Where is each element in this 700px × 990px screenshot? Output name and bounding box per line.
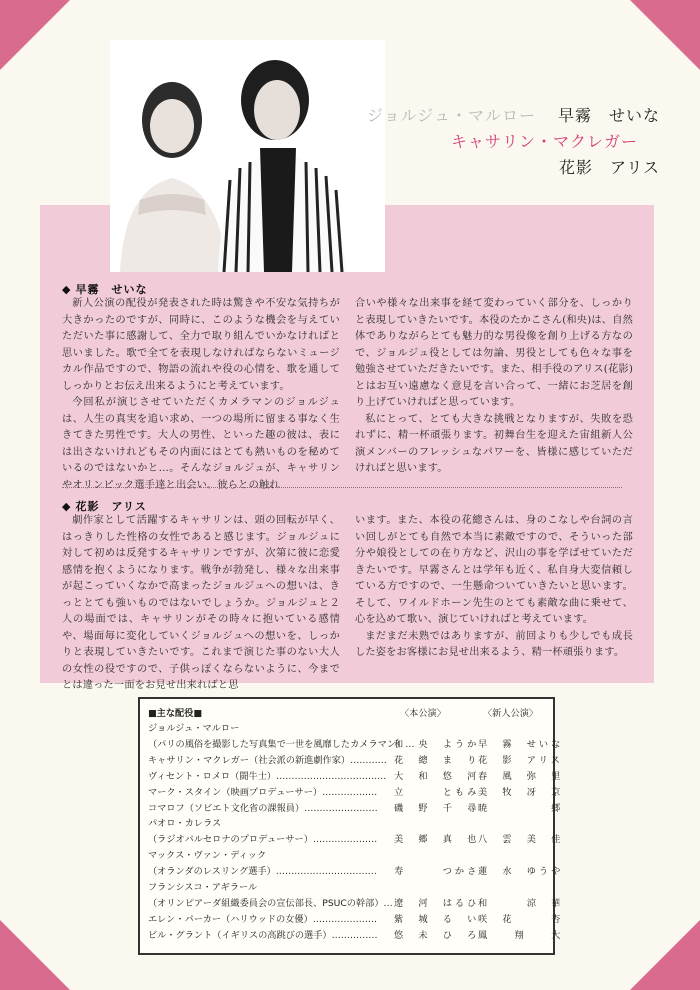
cast-new-actor: 春 風 弥 里	[478, 770, 564, 782]
table-row	[148, 785, 564, 800]
column-header-new: 〈新人公演〉	[483, 708, 539, 719]
table-row	[148, 753, 563, 768]
cast-role: （オリンピアーダ組織委員会の宣伝部長、PSUCの幹部）…	[148, 897, 393, 909]
role-line	[360, 155, 660, 181]
paragraph: 合いや様々な出来事を経て変わっていく部分を、しっかりと表現していきたいです。本役のたかこさん(和央)は、自然体でありながらとても魅力的な男役像を創り上げる方なので、ジョルジュ役としては勿論、男役としても色々な事を勉強させていただきたいです。また、相手役のアリス(花影)とはお互い遠慮なく意見を言い合って、一緒にお芝居を創り上げていければと思っています。	[355, 298, 633, 408]
cast-new-actor: 鳳 翔 大	[478, 929, 564, 941]
section-heading-text: 花影 アリス	[75, 500, 147, 513]
paragraph: 私にとって、とても大きな挑戦となりますが、失敗を恐れずに、精一杯頑張ります。初舞台生を迎えた宙組新人公演メンバーのフレッシュなパワーを、皆様に感じていただければと思います。	[355, 413, 633, 474]
cast-main-actor: 立 ともみ	[394, 786, 480, 798]
paragraph: まだまだ未熟ではありますが、前回よりも少しでも成長した姿をお客様にお見せ出来るよう、精一杯頑張ります。	[355, 630, 633, 658]
section-heading-hanakage	[62, 498, 147, 514]
cast-new-actor: 花 影 アリス	[478, 754, 563, 766]
corner-decoration-bottom-left	[0, 920, 70, 990]
role-name: キャサリン・マクレガー	[450, 132, 638, 151]
table-row	[148, 896, 564, 911]
cast-main-actor: 磯 野 千 尋	[394, 802, 480, 814]
paragraph: 新人公演の配役が発表された時は驚きや不安な気持ちが大きかったのですが、同時に、このような機会を与えていただいた事に感謝して、全力で取り組んでいかなければと思いました。歌で全てを表現しなければならないミュージカル作品ですので、物語の流れや役の心情を、歌を通してしっかりとお伝え出来るようにと考えています。	[62, 298, 340, 392]
cast-main-actor: 美 郷 真 也	[394, 834, 480, 846]
cast-table-title: ■主な配役■	[148, 708, 203, 719]
cast-new-actor: 暁 郷	[478, 802, 564, 814]
role-line	[360, 103, 660, 129]
role-name: ジョルジュ・マルロー	[367, 106, 536, 125]
cast-role: マーク・スタイン（映画プロデューサー）………………	[148, 786, 378, 798]
interview-text-sagiri-left	[62, 296, 340, 494]
corner-decoration-top-right	[630, 0, 700, 70]
corner-decoration-bottom-right	[630, 920, 700, 990]
table-row	[148, 864, 564, 879]
section-heading-text: 早霧 せいな	[75, 283, 148, 296]
table-row	[148, 721, 547, 736]
cast-main-actor: 悠 未 ひ ろ	[394, 929, 480, 941]
column-header-main: 〈本公演〉	[400, 708, 446, 719]
role-actor: 花影 アリス	[558, 158, 660, 177]
cast-new-actor: 八 雲 美 佳	[478, 834, 564, 846]
cast-role: エレン・パーカー（ハリウッドの女優）…………………	[148, 913, 378, 925]
cast-role: マックス・ヴァン・ディック	[148, 850, 267, 862]
cast-role: （ラジオバルセロナのプロデューサー）…………………	[148, 834, 378, 846]
cast-main-actor: 大 和 悠 河	[394, 770, 480, 782]
cast-main-actor: 和 央 ようか	[394, 738, 480, 750]
table-row	[148, 801, 564, 816]
cast-role: コマロフ（ソビエト文化省の課報員）……………………	[148, 802, 378, 814]
cast-new-actor: 咲 花 杏	[478, 913, 564, 925]
cast-new-actor: 和 涼 華	[478, 897, 564, 909]
cast-main-actor: 遼 河 はるひ	[394, 897, 480, 909]
cast-table-header	[148, 705, 547, 719]
cast-role: パオロ・カレラス	[148, 818, 222, 830]
paragraph: 劇作家として活躍するキャサリンは、頭の回転が早く、はっきりした性格の女性であると感じます。ジョルジュに対して初めは反発するキャサリンですが、次第に彼に恋愛感情を抱くようになります。戦争が勃発し、様々な出来事が起こっていくなかで高まったジョルジュへの想いは、きっととても強いものではないでしょうか。ジョルジュと２人の場面では、キャサリンがその時々に抱いている感情や、場面毎に変化していくジョルジュへの想いを、しっかりと表現していきたいです。これまで演じた事のない大人の女性の役ですので、子供っぽくならないように、今までとは違った一面をお見せ出来ればと思	[62, 515, 340, 691]
cast-role: ヴィセント・ロメロ（闘牛士）………………………………	[148, 770, 387, 782]
interview-text-hanakage-left	[62, 513, 340, 695]
diamond-bullet-icon: ◆	[62, 283, 72, 296]
cast-main-actor: 寿 つかさ	[394, 866, 480, 878]
corner-decoration-top-left	[0, 0, 70, 70]
paragraph: 今回私が演じさせていただくカメラマンのジョルジュは、人生の真実を追い求め、一つの場所に留まる事なく生きてきた男性です。大人の男性、といった趣の彼は、表には出さないけれどもその内面にはとても熱いものを秘めているのではないかと…。そんなジョルジュが、キャサリンやオリンピック選手達と出会い、彼らとの触れ	[62, 397, 340, 491]
table-row	[148, 848, 547, 863]
cast-main-actor: 花 總 ま り	[394, 754, 480, 766]
cast-role: ジョルジュ・マルロー	[148, 723, 240, 734]
interview-text-sagiri-right	[355, 296, 633, 478]
cast-role: キャサリン・マクレガー（社会派の新進劇作家）…………	[148, 754, 387, 766]
role-actor: 早霧 せいな	[557, 106, 660, 125]
table-row	[148, 832, 564, 847]
role-line	[360, 129, 660, 155]
interview-text-hanakage-right	[355, 513, 633, 662]
cast-role: （オランダのレスリング選手）……………………………	[148, 866, 377, 878]
cast-table	[138, 697, 564, 955]
cast-new-actor: 早 霧 せいな	[478, 738, 564, 750]
cast-new-actor: 蓮 水 ゆうや	[478, 866, 564, 878]
cast-role: フランシスコ・アギラール	[148, 882, 258, 893]
table-row	[148, 737, 564, 752]
diamond-bullet-icon: ◆	[62, 500, 72, 513]
paragraph: います。また、本役の花總さんは、身のこなしや台詞の言い回しがとても自然で本当に素敵ですので、そういった部分や娘役としての在り方など、沢山の事を学ばせていただきたいです。早霧さんとは学年も近く、私自身大変信頼している方ですので、一生懸命ついていきたいと思います。そして、ワイルドホーン先生のとても素敵な曲に乗せて、心を込めて歌い、演じていければと考えています。	[355, 515, 633, 625]
cast-main-actor: 紫 城 る い	[394, 913, 480, 925]
cast-role: （パリの風俗を撮影した写真集で一世を風靡したカメラマン）…	[148, 738, 415, 750]
cast-role: ビル・グラント（イギリスの高跳びの選手）……………	[148, 929, 378, 941]
section-divider	[62, 487, 622, 488]
table-row	[148, 912, 564, 927]
cast-new-actor: 美 牧 冴 京	[478, 786, 564, 798]
table-row	[148, 769, 564, 784]
table-row	[148, 816, 547, 831]
section-heading-sagiri	[62, 281, 147, 297]
role-list	[360, 103, 660, 181]
table-row	[148, 928, 564, 943]
table-row	[148, 880, 547, 895]
cast-photo	[110, 40, 385, 272]
